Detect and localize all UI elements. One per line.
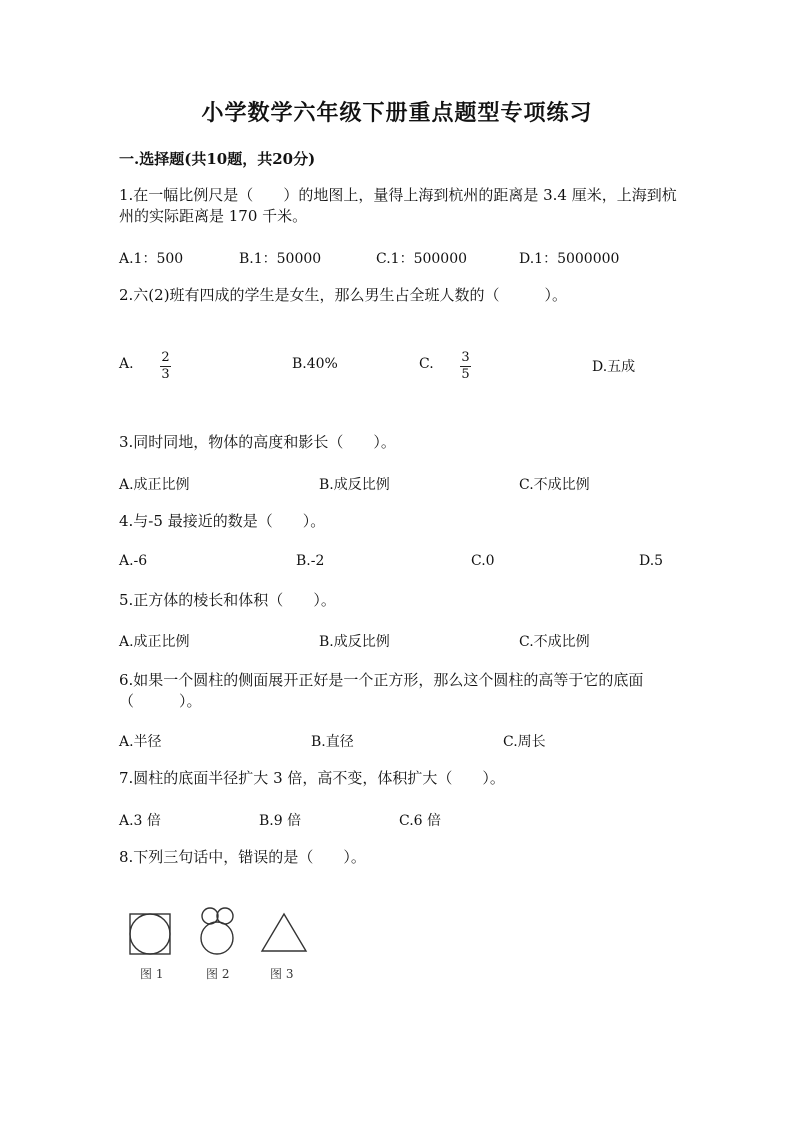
page-title: 小学数学六年级下册重点题型专项练习 bbox=[201, 100, 593, 126]
q3-option-c: C.不成比例 bbox=[519, 477, 590, 493]
figure-1-square-with-circle bbox=[130, 914, 170, 954]
q4-option-c: C.0 bbox=[471, 553, 495, 569]
figure-3-triangle bbox=[262, 914, 306, 951]
q6-option-a: A.半径 bbox=[119, 734, 162, 750]
figure-3-label: 图 3 bbox=[270, 967, 294, 981]
q5-option-c: C.不成比例 bbox=[519, 634, 590, 650]
section-heading: 一.选择题(共10题，共20分) bbox=[119, 150, 316, 168]
q2-option-c: C. bbox=[419, 356, 434, 372]
figure-2-circles bbox=[201, 908, 233, 954]
q1-option-d: D.1：5000000 bbox=[519, 251, 620, 267]
fraction-denominator: 3 bbox=[161, 367, 170, 382]
question-8-figures bbox=[120, 900, 320, 990]
q7-option-c: C.6 倍 bbox=[399, 813, 442, 829]
question-2: 2.六(2)班有四成的学生是女生，那么男生占全班人数的（ ）。 bbox=[119, 286, 568, 304]
fraction-numerator: 2 bbox=[161, 350, 170, 365]
q4-option-d: D.5 bbox=[639, 553, 664, 569]
figure-1-label: 图 1 bbox=[140, 967, 164, 981]
q3-option-b: B.成反比例 bbox=[319, 477, 390, 493]
q6-option-c: C.周长 bbox=[503, 734, 546, 750]
q7-option-a: A.3 倍 bbox=[119, 813, 161, 829]
q2-option-d: D.五成 bbox=[592, 359, 636, 375]
q1-option-c: C.1：500000 bbox=[376, 251, 468, 267]
question-6: 6.如果一个圆柱的侧面展开正好是一个正方形，那么这个圆柱的高等于它的底面（ ）。 bbox=[119, 671, 644, 710]
q4-option-b: B.-2 bbox=[296, 553, 325, 569]
q7-option-b: B.9 倍 bbox=[259, 813, 302, 829]
q3-option-a: A.成正比例 bbox=[119, 477, 190, 493]
fraction-numerator: 3 bbox=[461, 350, 470, 365]
q4-option-a: A.-6 bbox=[119, 553, 148, 569]
fraction-denominator: 5 bbox=[461, 367, 470, 382]
question-1: 1.在一幅比例尺是（ ）的地图上，量得上海到杭州的距离是 3.4 厘米，上海到杭州的实际距离是 170 千米。 bbox=[119, 186, 677, 225]
question-7: 7.圆柱的底面半径扩大 3 倍，高不变，体积扩大（ ）。 bbox=[119, 769, 505, 787]
q6-option-b: B.直径 bbox=[311, 734, 354, 750]
figure-2-label: 图 2 bbox=[206, 967, 230, 981]
q2-option-a: A. bbox=[119, 356, 134, 372]
q2-fraction-a bbox=[160, 351, 171, 381]
question-4: 4.与-5 最接近的数是（ ）。 bbox=[119, 512, 326, 530]
q1-option-a: A.1：500 bbox=[119, 251, 184, 267]
question-3: 3.同时同地，物体的高度和影长（ ）。 bbox=[119, 433, 396, 451]
q2-option-b: B.40% bbox=[292, 356, 338, 372]
q5-option-b: B.成反比例 bbox=[319, 634, 390, 650]
q5-option-a: A.成正比例 bbox=[119, 634, 190, 650]
question-5: 5.正方体的棱长和体积（ ）。 bbox=[119, 591, 336, 609]
question-8: 8.下列三句话中，错误的是（ ）。 bbox=[119, 848, 366, 866]
q1-option-b: B.1：50000 bbox=[239, 251, 322, 267]
q2-fraction-c bbox=[460, 351, 471, 381]
